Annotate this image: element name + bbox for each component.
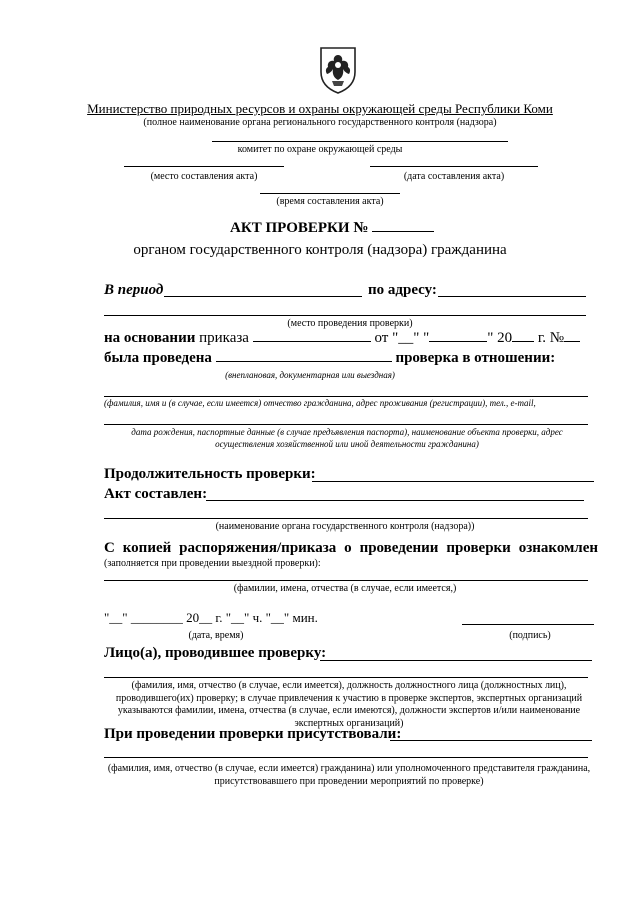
basis-row: на основании приказа от "__" " " 20 г. № <box>104 330 580 347</box>
names-line <box>104 580 588 581</box>
ministry-name: Министерство природных ресурсов и охраны окружающей среды Республики Коми <box>87 101 553 116</box>
address-line-2 <box>104 315 586 316</box>
present-label: При проведении проверки присутствовали: <box>104 726 402 742</box>
inspector-line-2 <box>104 677 588 678</box>
type-caption: (внеплановая, документарная или выездная) <box>225 370 395 380</box>
citizen-caption-2: дата рождения, паспортные данные (в случае предъявления паспорта), наименование объекта проверки, адрес осуществления хозяйственной или иной деятельности гражданина) <box>131 427 563 449</box>
citizen-caption: (фамилия, имя и (в случае, если имеется) отчество гражданина, адрес проживания (регистрации), тел., e-mail, <box>104 398 536 408</box>
date-line <box>370 166 538 167</box>
signature-caption: (подпись) <box>509 630 551 641</box>
drafted-label: Акт составлен: <box>104 486 208 502</box>
present-line <box>390 740 592 741</box>
acquainted-datetime: "__" ________ 20__ г. "__" ч. "__" мин. <box>104 610 318 625</box>
citizen-line-2 <box>104 424 588 425</box>
names-caption: (фамилии, имена, отчества (в случае, если имеется,) <box>233 583 457 594</box>
duration-line <box>312 481 594 482</box>
present-caption: (фамилия, имя, отчество (в случае, если имеется) гражданина) или уполномоченного представителя гражданина, присутствовавшего при проведении мероприятий по проверке) <box>107 763 591 787</box>
act-subtitle: органом государственного контроля (надзора) гражданина <box>133 242 507 258</box>
address-line <box>438 296 586 297</box>
underline <box>212 141 508 142</box>
place-line <box>124 166 284 167</box>
period-line <box>164 296 362 297</box>
period-label: В период <box>104 282 164 298</box>
date-caption: (дата составления акта) <box>403 171 505 182</box>
time-caption: (время составления акта) <box>276 196 384 207</box>
conducted-row: была проведена проверка в отношении: <box>104 350 556 366</box>
citizen-line <box>104 396 588 397</box>
drafted-caption: (наименование органа государственного контроля (надзора)) <box>215 521 475 532</box>
drafted-line <box>206 500 584 501</box>
komi-coat-of-arms-icon <box>318 46 358 94</box>
inspector-caption: (фамилия, имя, отчество (в случае, если имеется), должность должностного лица (должностных лиц), проводившего(их) проверку; в случае привлечения к участию в проверке экспертов, экспертных организаций указываются фамилии, имена, отчества (в случае, если имеются), должности экспертов и/или наименование экспертных организаций) <box>115 680 583 729</box>
address-label: по адресу: <box>368 282 437 298</box>
committee-name: комитет по охране окружающей среды <box>237 144 403 155</box>
drafted-line-2 <box>104 518 588 519</box>
acquainted-note: (заполняется при проведении выездной проверки): <box>104 558 321 569</box>
inspector-label: Лицо(а), проводившее проверку: <box>104 645 327 661</box>
inspector-line <box>320 660 592 661</box>
present-line-2 <box>104 757 588 758</box>
place-caption: (место составления акта) <box>150 171 258 182</box>
signature-line <box>462 624 594 625</box>
time-line <box>260 193 400 194</box>
ministry-name-caption: (полное наименование органа регионального государственного контроля (надзора) <box>143 117 497 128</box>
act-title: АКТ ПРОВЕРКИ № <box>230 220 434 237</box>
datetime-caption: (дата, время) <box>188 630 244 641</box>
place-of-inspection-caption: (место проведения проверки) <box>287 318 413 329</box>
duration-label: Продолжительность проверки: <box>104 466 316 482</box>
acquainted-label: С копией распоряжения/приказа о проведении проверки ознакомлен <box>104 540 598 556</box>
